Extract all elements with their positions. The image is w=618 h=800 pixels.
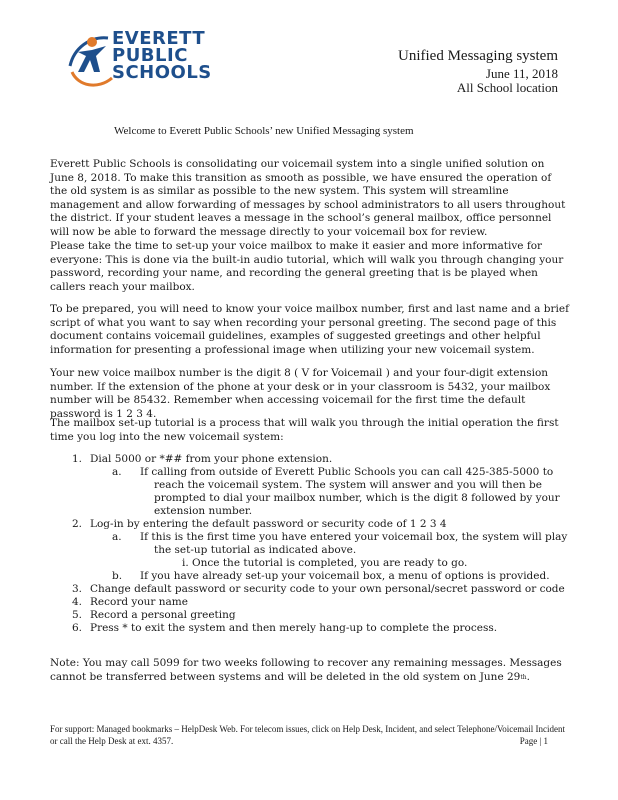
- school-logo: [68, 28, 228, 90]
- welcome-heading: Welcome to Everett Public Schools’ new Unified Messaging system: [114, 125, 414, 137]
- footer-support-text: For support: Managed bookmarks – HelpDesk Web. For telecom issues, click on Help Desk, Incident, and select Telephone/Voicemail Incident or call the Help Desk at ext. 4357.: [50, 724, 566, 746]
- list-item: 1. Dial 5000 or *## from your phone extension.: [50, 453, 575, 466]
- step-1a-text: If calling from outside of Everett Public Schools you can call 425-385-5000 to reach the voicemail system. The system will answer and you will then be prompted to dial your mailbox number, which is the digit 8 followed by your extension number.: [140, 466, 560, 517]
- list-item: 5. Record a personal greeting: [50, 609, 575, 622]
- step-6-text: Press * to exit the system and then merely hang-up to complete the process.: [90, 622, 498, 634]
- step-2a-text: If this is the first time you have entered your voicemail box, the system will play the set-up tutorial as indicated above.: [140, 531, 568, 556]
- step-1-text: Dial 5000 or *## from your phone extension.: [90, 453, 333, 465]
- step-2ai-text: i. Once the tutorial is completed, you are ready to go.: [182, 557, 468, 569]
- logo-line3: SCHOOLS: [112, 62, 212, 83]
- list-item: [50, 557, 575, 570]
- logo-line2: PUBLIC: [112, 45, 188, 66]
- list-item: a. If this is the first time you have entered your voicemail box, the system will play the set-up tutorial as indicated above.: [112, 531, 568, 556]
- list-item: b. If you have already set-up your voicemail box, a menu of options is provided.: [112, 570, 550, 582]
- note-superscript: th: [520, 673, 527, 681]
- step-2-text: Log-in by entering the default password or security code of 1 2 3 4: [90, 518, 447, 530]
- list-item: 6. Press * to exit the system and then merely hang-up to complete the process.: [50, 622, 575, 635]
- step-2b-text: If you have already set-up your voicemail box, a menu of options is provided.: [140, 570, 550, 582]
- step-3-text: Change default password or security code to your own personal/secret password or code: [90, 583, 565, 595]
- paragraph-prepare: To be prepared, you will need to know your voice mailbox number, first and last name and a brief script of what you want to say when recording your personal greeting. The second page of this document contains voicemail guidelines, examples of suggested greetings and other helpful information for presenting a professional image when utilizing your new voicemail system.: [50, 303, 569, 356]
- page-number: Page | 1: [519, 736, 548, 746]
- list-item: 4. Record your name: [50, 596, 575, 609]
- logo-wordmark: [112, 30, 212, 81]
- note-paragraph: [50, 657, 570, 684]
- setup-steps-list: [50, 453, 575, 635]
- paragraph-setup: Please take the time to set-up your voice mailbox to make it easier and more informative for everyone: This is done via the built-in audio tutorial, which will walk you through changing your password, recording your name, and recording the general greeting that is be played when callers reach your mailbox.: [50, 240, 564, 293]
- logo-figure-icon: [68, 28, 114, 90]
- doc-date: June 11, 2018: [485, 66, 558, 81]
- doc-location: All School location: [456, 80, 558, 95]
- step-4-text: Record your name: [90, 596, 188, 608]
- paragraph-intro: Everett Public Schools is consolidating our voicemail system into a single unified solution on June 8, 2018. To make this transition as smooth as possible, we have ensured the operation of the old system is as similar as possible to the new system. This system will streamline management and allow forwarding of messages by school administrators to all users throughout the district. If your student leaves a message in the school’s general mailbox, office personnel will now be able to forward the message directly to your voicemail box for review.: [50, 158, 566, 238]
- doc-title: Unified Messaging system: [398, 48, 558, 64]
- list-item: 3. Change default password or security code to your own personal/secret password or code: [50, 583, 575, 596]
- note-end: .: [526, 670, 530, 683]
- paragraph-mailbox-number: Your new voice mailbox number is the digit 8 ( V for Voicemail ) and your four-digit extension number. If the extension of the phone at your desk or in your classroom is 5432, your mailbox number will be 85432. Remember when accessing voicemail for the first time the default password is 1 2 3 4.: [50, 367, 551, 420]
- list-item: 2. Log-in by entering the default password or security code of 1 2 3 4: [50, 518, 575, 531]
- logo-line1: EVERETT: [112, 28, 206, 49]
- step-5-text: Record a personal greeting: [90, 609, 236, 621]
- list-item: a. If calling from outside of Everett Public Schools you can call 425-385-5000 to reach the voicemail system. The system will answer and you will then be prompted to dial your mailbox number, which is the digit 8 followed by your extension number.: [112, 466, 560, 517]
- note-text: Note: You may call 5099 for two weeks following to recover any remaining messages. Messages cannot be transferred between systems and will be deleted in the old system on June 29: [50, 657, 562, 683]
- paragraph-tutorial: The mailbox set-up tutorial is a process that will walk you through the initial operation the first time you log into the new voicemail system:: [50, 417, 559, 443]
